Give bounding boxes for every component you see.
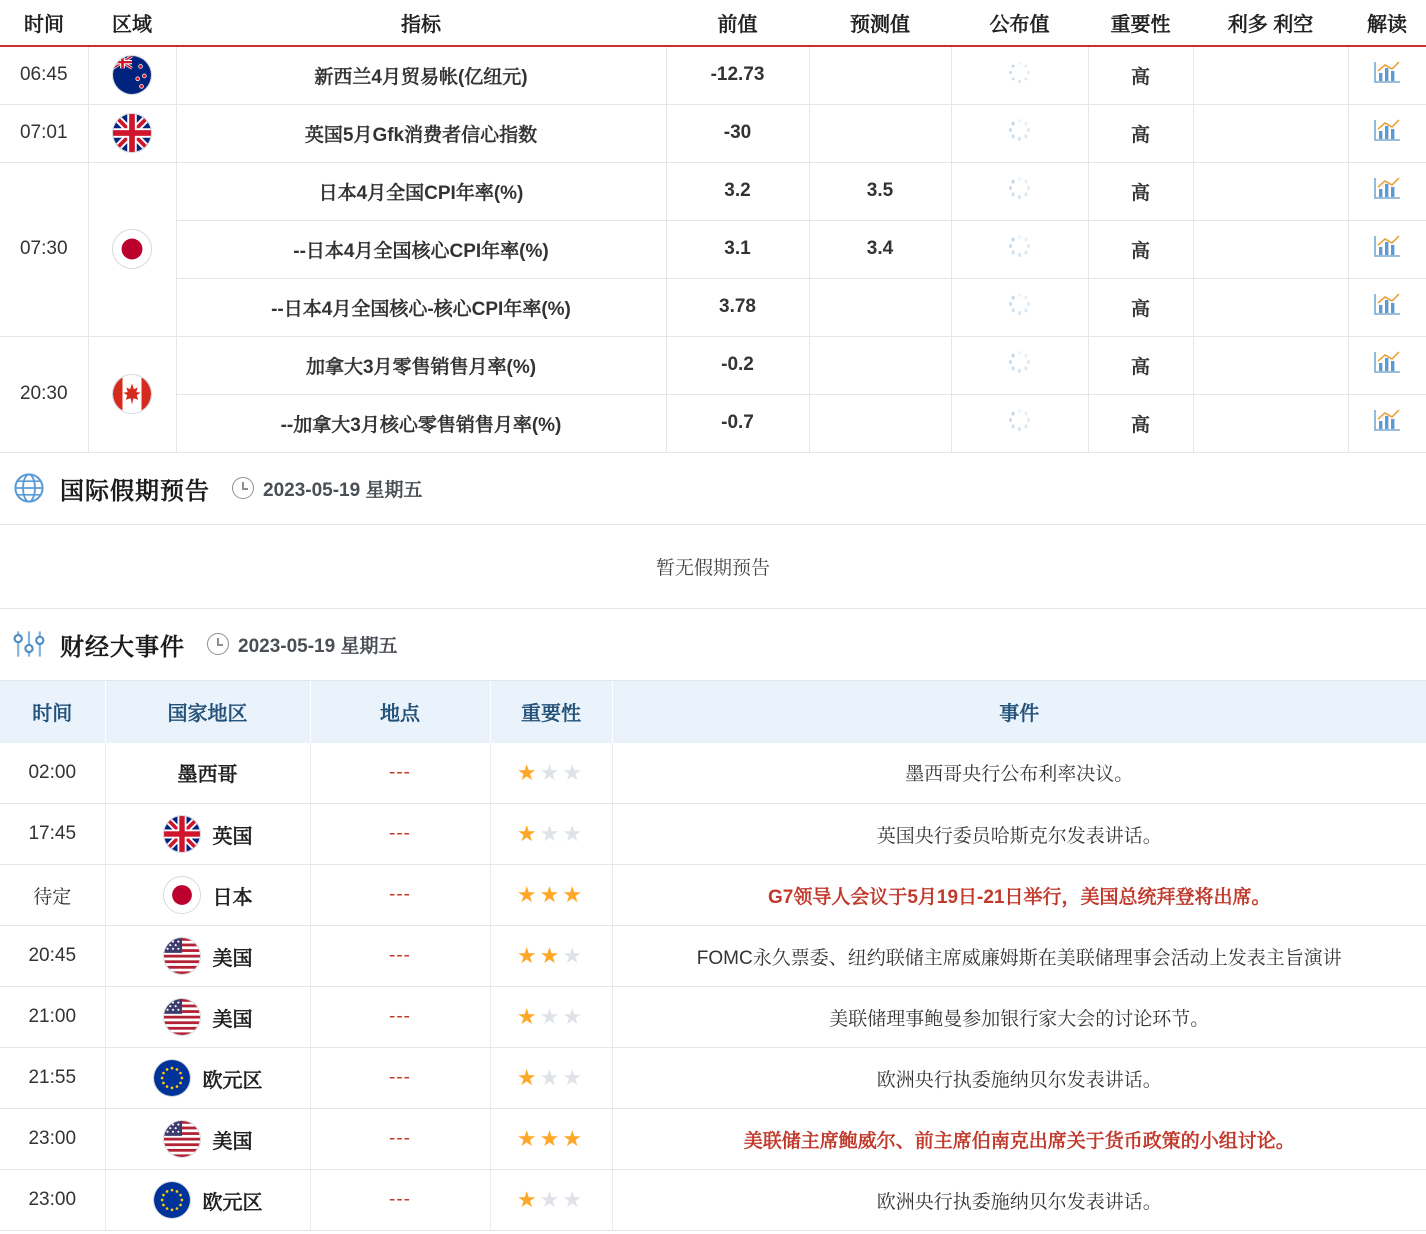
calendar-cell-previous: -12.73 <box>666 46 809 104</box>
calendar-cell-bias <box>1193 278 1348 336</box>
calendar-cell-region <box>88 336 176 452</box>
events-row[interactable] <box>0 865 1426 926</box>
calendar-cell-indicator[interactable]: --日本4月全国核心CPI年率(%) <box>176 220 666 278</box>
star-icon: ★ <box>516 943 540 968</box>
events-cell-country <box>105 804 310 865</box>
calendar-col-published: 公布值 <box>951 0 1088 46</box>
star-icon: ★ <box>539 1065 563 1090</box>
calendar-cell-previous: -0.2 <box>666 336 809 394</box>
economic-calendar-table <box>0 0 1426 453</box>
events-cell-time: 23:00 <box>0 1109 105 1170</box>
ca-flag-icon <box>112 374 152 414</box>
events-cell-importance <box>490 1048 612 1109</box>
globe-icon <box>8 467 50 509</box>
sliders-icon <box>8 623 50 665</box>
events-cell-place: --- <box>310 804 490 865</box>
us-flag-icon <box>163 937 201 975</box>
star-icon: ★ <box>516 1126 540 1151</box>
calendar-cell-bias <box>1193 336 1348 394</box>
events-table <box>0 681 1426 1232</box>
star-icon: ★ <box>539 1004 563 1029</box>
star-icon: ★ <box>562 882 586 907</box>
events-row[interactable] <box>0 1109 1426 1170</box>
star-icon: ★ <box>562 1126 586 1151</box>
spinner-icon <box>1009 61 1031 83</box>
events-date-group <box>207 631 397 658</box>
events-cell-country <box>105 1109 310 1170</box>
spinner-icon <box>1009 351 1031 373</box>
nz-flag-icon <box>112 55 152 95</box>
events-cell-importance <box>490 1170 612 1231</box>
calendar-cell-forecast <box>809 104 951 162</box>
events-cell-country <box>105 1048 310 1109</box>
country-name: 美国 <box>212 1130 253 1153</box>
jp-flag-icon <box>163 876 201 914</box>
events-cell-importance <box>490 926 612 987</box>
calendar-cell-importance: 高 <box>1088 220 1193 278</box>
events-cell-text[interactable]: 墨西哥央行公布利率决议。 <box>612 743 1426 804</box>
events-col-country: 国家地区 <box>105 681 310 743</box>
calendar-cell-previous: -30 <box>666 104 809 162</box>
calendar-cell-read[interactable] <box>1348 278 1426 336</box>
star-icon: ★ <box>539 1187 563 1212</box>
events-cell-text[interactable]: 英国央行委员哈斯克尔发表讲话。 <box>612 804 1426 865</box>
calendar-cell-read[interactable] <box>1348 394 1426 452</box>
calendar-cell-previous: 3.78 <box>666 278 809 336</box>
calendar-cell-region <box>88 46 176 104</box>
events-row[interactable] <box>0 804 1426 865</box>
events-col-place: 地点 <box>310 681 490 743</box>
star-icon: ★ <box>516 821 540 846</box>
events-section-header <box>0 609 1426 681</box>
events-cell-time: 20:45 <box>0 926 105 987</box>
holiday-date-group <box>232 475 422 502</box>
calendar-col-time: 时间 <box>0 0 88 46</box>
calendar-cell-previous: -0.7 <box>666 394 809 452</box>
events-cell-time: 待定 <box>0 865 105 926</box>
clock-icon <box>207 633 229 655</box>
events-cell-country <box>105 926 310 987</box>
events-header-row <box>0 681 1426 743</box>
calendar-row[interactable] <box>0 278 1426 336</box>
events-cell-place: --- <box>310 1048 490 1109</box>
calendar-cell-indicator[interactable]: 新西兰4月贸易帐(亿纽元) <box>176 46 666 104</box>
calendar-cell-indicator[interactable]: 英国5月Gfk消费者信心指数 <box>176 104 666 162</box>
events-cell-place: --- <box>310 865 490 926</box>
chart-icon[interactable] <box>1372 407 1402 433</box>
events-cell-importance <box>490 865 612 926</box>
country-name: 美国 <box>212 1008 253 1031</box>
calendar-cell-published <box>951 220 1088 278</box>
clock-icon <box>232 477 254 499</box>
calendar-col-forecast: 预测值 <box>809 0 951 46</box>
star-icon: ★ <box>516 1187 540 1212</box>
calendar-col-previous: 前值 <box>666 0 809 46</box>
calendar-cell-read[interactable] <box>1348 162 1426 220</box>
calendar-row[interactable] <box>0 394 1426 452</box>
events-cell-time: 02:00 <box>0 743 105 804</box>
events-cell-importance <box>490 987 612 1048</box>
star-icon: ★ <box>539 943 563 968</box>
country-name: 欧元区 <box>202 1069 263 1092</box>
calendar-row[interactable] <box>0 336 1426 394</box>
events-cell-text[interactable]: 美联储主席鲍威尔、前主席伯南克出席关于货币政策的小组讨论。 <box>612 1109 1426 1170</box>
calendar-cell-bias <box>1193 220 1348 278</box>
events-cell-text[interactable]: 欧洲央行执委施纳贝尔发表讲话。 <box>612 1170 1426 1231</box>
country-name: 美国 <box>212 947 253 970</box>
calendar-cell-read[interactable] <box>1348 336 1426 394</box>
calendar-cell-time: 20:30 <box>0 336 88 452</box>
calendar-cell-importance: 高 <box>1088 162 1193 220</box>
star-icon: ★ <box>562 943 586 968</box>
calendar-cell-forecast: 3.4 <box>809 220 951 278</box>
country-name: 日本 <box>212 886 253 909</box>
events-cell-place: --- <box>310 1109 490 1170</box>
calendar-cell-published <box>951 336 1088 394</box>
calendar-header-row <box>0 0 1426 46</box>
calendar-cell-read[interactable] <box>1348 220 1426 278</box>
calendar-cell-previous: 3.1 <box>666 220 809 278</box>
calendar-row[interactable] <box>0 162 1426 220</box>
calendar-cell-importance: 高 <box>1088 46 1193 104</box>
events-cell-country <box>105 743 310 804</box>
calendar-cell-time: 07:01 <box>0 104 88 162</box>
events-cell-time: 21:00 <box>0 987 105 1048</box>
star-icon: ★ <box>562 1065 586 1090</box>
calendar-col-importance: 重要性 <box>1088 0 1193 46</box>
star-icon: ★ <box>516 882 540 907</box>
spinner-icon <box>1009 235 1031 257</box>
events-col-event: 事件 <box>612 681 1426 743</box>
events-row[interactable] <box>0 926 1426 987</box>
calendar-cell-indicator[interactable]: --日本4月全国核心-核心CPI年率(%) <box>176 278 666 336</box>
chart-icon[interactable] <box>1372 233 1402 259</box>
star-icon: ★ <box>539 821 563 846</box>
star-icon: ★ <box>516 759 540 785</box>
calendar-cell-bias <box>1193 104 1348 162</box>
star-icon: ★ <box>539 882 563 907</box>
spinner-icon <box>1009 409 1031 431</box>
star-icon: ★ <box>516 1004 540 1029</box>
events-row[interactable] <box>0 1170 1426 1231</box>
events-section-title: 财经大事件 <box>60 633 185 661</box>
calendar-cell-forecast <box>809 278 951 336</box>
calendar-cell-importance: 高 <box>1088 394 1193 452</box>
calendar-cell-indicator[interactable]: 加拿大3月零售销售月率(%) <box>176 336 666 394</box>
country-name: 墨西哥 <box>177 764 238 787</box>
country-name: 英国 <box>212 825 253 848</box>
spinner-icon <box>1009 119 1031 141</box>
calendar-cell-forecast <box>809 336 951 394</box>
calendar-cell-importance: 高 <box>1088 104 1193 162</box>
events-cell-time: 17:45 <box>0 804 105 865</box>
calendar-cell-read[interactable] <box>1348 46 1426 104</box>
chart-icon[interactable] <box>1372 291 1402 317</box>
spinner-icon <box>1009 177 1031 199</box>
us-flag-icon <box>163 1120 201 1158</box>
eu-flag-icon <box>153 1181 191 1219</box>
events-cell-importance <box>490 804 612 865</box>
events-cell-country <box>105 865 310 926</box>
events-cell-text[interactable]: FOMC永久票委、纽约联储主席威廉姆斯在美联储理事会活动上发表主旨演讲 <box>612 926 1426 987</box>
spinner-icon <box>1009 293 1031 315</box>
calendar-cell-bias <box>1193 394 1348 452</box>
events-cell-text[interactable]: 欧洲央行执委施纳贝尔发表讲话。 <box>612 1048 1426 1109</box>
calendar-cell-region <box>88 162 176 336</box>
star-icon: ★ <box>562 759 586 785</box>
holiday-section-title: 国际假期预告 <box>60 477 210 505</box>
events-cell-text[interactable]: G7领导人会议于5月19日-21日举行，美国总统拜登将出席。 <box>612 865 1426 926</box>
calendar-cell-published <box>951 278 1088 336</box>
events-cell-importance <box>490 1109 612 1170</box>
holiday-empty-text: 暂无假期预告 <box>0 525 1426 609</box>
star-icon: ★ <box>562 1004 586 1029</box>
calendar-cell-published <box>951 104 1088 162</box>
calendar-col-read: 解读 <box>1348 0 1426 46</box>
jp-flag-icon <box>112 229 152 269</box>
events-cell-place: --- <box>310 926 490 987</box>
us-flag-icon <box>163 998 201 1036</box>
star-icon: ★ <box>539 1126 563 1151</box>
events-cell-place: --- <box>310 1170 490 1231</box>
calendar-cell-importance: 高 <box>1088 336 1193 394</box>
chart-icon[interactable] <box>1372 349 1402 375</box>
events-cell-country <box>105 987 310 1048</box>
holiday-date: 2023-05-19 星期五 <box>263 479 423 501</box>
calendar-col-bias: 利多 利空 <box>1193 0 1348 46</box>
country-name: 欧元区 <box>202 1191 263 1214</box>
calendar-row[interactable] <box>0 220 1426 278</box>
holiday-section-header <box>0 453 1426 525</box>
events-row[interactable] <box>0 1048 1426 1109</box>
star-icon: ★ <box>539 759 563 785</box>
calendar-col-region: 区域 <box>88 0 176 46</box>
events-cell-text[interactable]: 美联储理事鲍曼参加银行家大会的讨论环节。 <box>612 987 1426 1048</box>
calendar-cell-time: 06:45 <box>0 46 88 104</box>
calendar-cell-forecast <box>809 46 951 104</box>
calendar-col-indicator: 指标 <box>176 0 666 46</box>
events-cell-country <box>105 1170 310 1231</box>
calendar-cell-time: 07:30 <box>0 162 88 336</box>
calendar-cell-published <box>951 394 1088 452</box>
chart-icon[interactable] <box>1372 175 1402 201</box>
events-date: 2023-05-19 星期五 <box>238 635 398 657</box>
calendar-cell-published <box>951 46 1088 104</box>
calendar-row[interactable] <box>0 104 1426 162</box>
calendar-cell-region <box>88 104 176 162</box>
calendar-cell-published <box>951 162 1088 220</box>
events-row[interactable] <box>0 987 1426 1048</box>
uk-flag-icon <box>163 815 201 853</box>
calendar-cell-bias <box>1193 162 1348 220</box>
events-col-importance: 重要性 <box>490 681 612 743</box>
events-cell-importance <box>490 743 612 804</box>
events-cell-time: 21:55 <box>0 1048 105 1109</box>
events-cell-time: 23:00 <box>0 1170 105 1231</box>
calendar-cell-previous: 3.2 <box>666 162 809 220</box>
calendar-cell-indicator[interactable]: --加拿大3月核心零售销售月率(%) <box>176 394 666 452</box>
calendar-cell-forecast: 3.5 <box>809 162 951 220</box>
calendar-cell-importance: 高 <box>1088 278 1193 336</box>
star-icon: ★ <box>562 1187 586 1212</box>
chart-icon[interactable] <box>1372 117 1402 143</box>
uk-flag-icon <box>112 113 152 153</box>
calendar-cell-indicator[interactable]: 日本4月全国CPI年率(%) <box>176 162 666 220</box>
events-cell-place: --- <box>310 743 490 804</box>
star-icon: ★ <box>562 821 586 846</box>
eu-flag-icon <box>153 1059 191 1097</box>
calendar-cell-read[interactable] <box>1348 104 1426 162</box>
calendar-row[interactable] <box>0 46 1426 104</box>
star-icon: ★ <box>516 1065 540 1090</box>
chart-icon[interactable] <box>1372 59 1402 85</box>
events-row[interactable] <box>0 743 1426 804</box>
calendar-cell-bias <box>1193 46 1348 104</box>
events-cell-place: --- <box>310 987 490 1048</box>
calendar-cell-forecast <box>809 394 951 452</box>
events-col-time: 时间 <box>0 681 105 743</box>
